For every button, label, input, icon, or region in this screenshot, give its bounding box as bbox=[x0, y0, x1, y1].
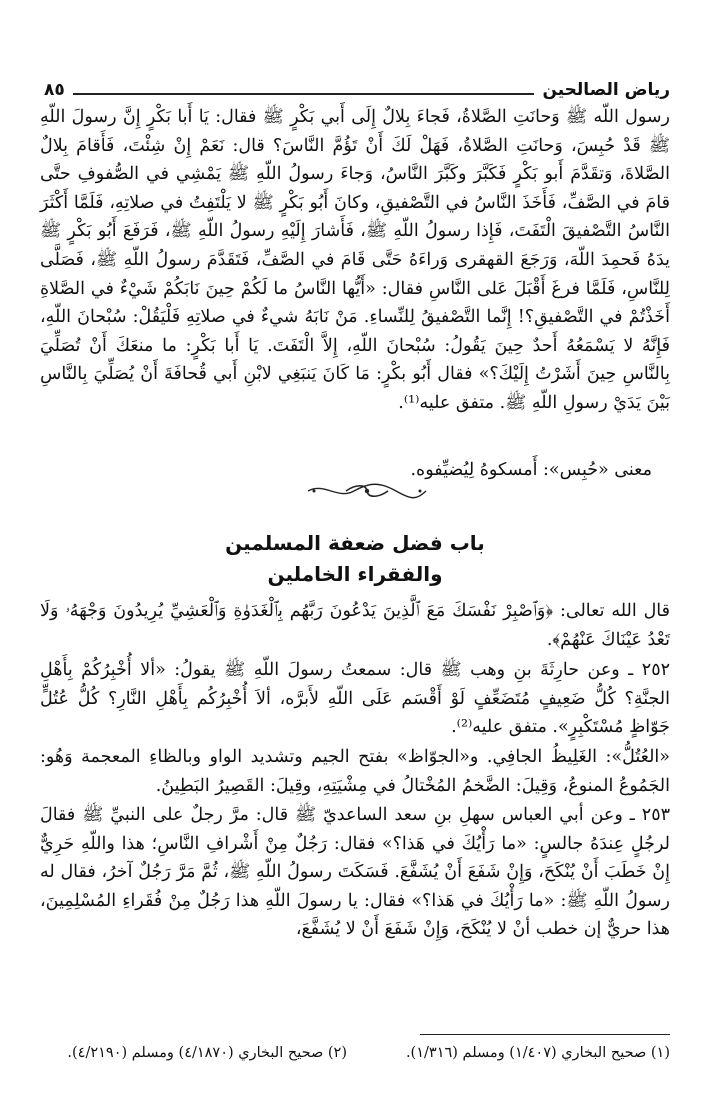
footnote-2: (٢) صحيح البخاري (٤/١٨٧٠) ومسلم (٤/٢١٩٠). bbox=[67, 1045, 347, 1061]
hadith-253: ٢٥٣ ـ وعن أبي العباس سهلِ بنِ سعد الساعديّ ﷺ قال: مرَّ رجلٌ على النبيِّ ﷺ فقالَ لرجُلٍ عِندَهُ جالسٍ: «ما رَأْيُكَ في هَذا؟» فقال: رَجُلٌ مِنْ أَشْرافِ النَّاسِ؛ هذا واللّهِ حَرِيٌّ إِنْ خَطَبَ أَنْ يُنْكَحَ، وَإِنْ شَفَعَ أَنْ يُشَفَّعَ. فَسَكَتَ رسولُ اللّهِ ﷺ، ثُمَّ مَرَّ رَجُلٌ آخرُ، فقال له رسولُ اللّهِ ﷺ: «ما رَأْيُكَ في هَذا؟» فقال: يا رسولَ اللّهِ هذا رَجُلٌ مِنْ فُقَراءِ المُسْلِمِينَ، هذا حريٌّ إن خطب أنْ لا يُنْكَحَ، وَإِنْ شَفَعَ أَنْ لا يُشَفَّعَ، bbox=[40, 805, 670, 940]
header-rule bbox=[73, 93, 535, 95]
hadith-252-explanation: «العُتُلُّ»: الغَلِيظُ الجافِي. و«الجوّاظ» بفتح الجيم وتشديد الواو وبالظاءِ المعجمة وَهُو: الجَمُوعُ المنوعُ، وَقِيلَ: الضَّخمُ المُخْتالُ في مِشْيَتِهِ، وقِيلَ: القَصِيرُ البَطِينُ. bbox=[40, 747, 670, 796]
running-header bbox=[44, 76, 670, 100]
chapter-heading-line-1: باب فضل ضعفة المسلمين bbox=[225, 531, 485, 555]
hadith-252: ٢٥٢ ـ وعن حارِثَةَ بنِ وهب ﷺ قال: سمعتُ رسولَ اللّهِ ﷺ يقولُ: «ألا أُخْبِرُكُمْ بِأَهْلِ الجنَّةِ؟ كُلُّ ضَعِيفٍ مُتَضَعِّفٍ لَوْ أَقْسَم عَلَى اللّهِ لأَبرَّه، ألاَ أُخْبِرُكُم بِأَهْلِ النَّارِ؟ كُلُّ عُتُلٍّ جَوّاظٍ مُسْتَكْبِرٍ». متفق عليه⁽²⁾. bbox=[40, 660, 670, 738]
hadith-continuation-paragraph: رسول اللّه ﷺ وَحانَتِ الصَّلاةُ، فَجاءَ بِلالٌ إِلَى أَبي بَكْرٍ ﷺ فقال: يَا أَبا بَكْرٍ إِنَّ رسولَ اللّهِ ﷺ قَدْ حُبِسَ، وَحانَتِ الصَّلاةُ، فَهَلْ لَكَ أَنْ تَؤُمَّ النَّاسَ؟ قال: نَعَمْ إِنْ شِئْتَ، فَأَقامَ بِلالٌ الصَّلاةَ، وَتقَدَّمَ أَبو بَكْرٍ فَكَبَّرَ وكَبَّرَ النَّاسُ، وَجاءَ رسولُ اللّهِ ﷺ يَمْشِي في الصُّفوفِ حتَّى قامَ في الصَّفِّ، فَأَخَذَ النَّاسُ في التَّصْفيقِ، وكانَ أَبُو بَكْرٍ ﷺ لا يَلْتَفِتُ في صلاتِهِ، فَلَمَّا أَكْثَرَ النَّاسُ التَّصْفيقَ الْتَفَتَ، فَإِذا رسولُ اللّهِ ﷺ، فَأَشارَ إِلَيْهِ رسولُ اللّهِ ﷺ، فَرَفَعَ أَبُو بَكْرٍ ﷺ يدَهُ فَحمِدَ اللّهَ، وَرَجَعَ القهقرى وَراءَهُ حَتَّى قَامَ في الصَّفِّ، فَتَقَدَّمَ رسولُ اللّهِ ﷺ، فَصَلَّى لِلنَّاسِ، فَلَمَّا فرغَ أَقْبَلَ عَلى النَّاسِ فقال: «أَيُّها النَّاسُ ما لَكُمْ حِينَ نَابَكُمْ شَيْءٌ في الصَّلاةِ أَخَذْتُمْ في التَّصْفيقِ؟! إِنَّما التَّصْفيقُ لِلنِّساءِ. مَنْ نَابَهُ شيءٌ في صلاتِهِ فَلْيَقُلْ: سُبْحانَ اللّهِ، فَإِنَّهُ لا يَسْمَعُهُ أَحدٌ حِينَ يَقُولُ: سُبْحانَ اللّهِ، إِلاَّ الْتَفَتَ. يَا أَبا بَكْرٍ: ما منعَكَ أَنْ تُصَلِّيَ بِالنَّاسِ حِينَ أَشَرْتُ إِلَيْكَ؟» فقال أَبُو بكْرٍ: مَا كَانَ يَنبَغِي لابْنِ أَبي قُحافَةَ أَنْ يُصَلِّيَ بِالنَّاسِ بَيْنَ يَدَيْ رسولِ اللّهِ ﷺ. متفق عليه⁽¹⁾. bbox=[40, 107, 670, 413]
page-number: ٨٥ bbox=[44, 80, 65, 100]
footnote-separator bbox=[420, 1034, 670, 1035]
ornament-divider-icon bbox=[304, 480, 430, 502]
book-title: رياض الصالحين bbox=[542, 80, 670, 100]
chapter-heading-line-2: والفقراء الخاملين bbox=[267, 562, 443, 586]
footnotes bbox=[60, 1041, 670, 1066]
quran-verse-paragraph: قال الله تعالى: ﴿وَٱصْبِرْ نَفْسَكَ مَعَ ٱلَّذِينَ يَدْعُونَ رَبَّهُم بِٱلْغَدَوٰةِ وَٱلْعَشِيِّ يُرِيدُونَ وَجْهَهُۥ وَلَا تَعْدُ عَيْنَاكَ عَنْهُمْ﴾. bbox=[40, 601, 670, 650]
footnote-1: (١) صحيح البخاري (١/٤٠٧) ومسلم (١/٣١٦). bbox=[405, 1045, 670, 1061]
word-meaning-note: معنى «حُبِس»: أَمسكوهُ لِيُضيِّفوه. bbox=[410, 460, 652, 480]
